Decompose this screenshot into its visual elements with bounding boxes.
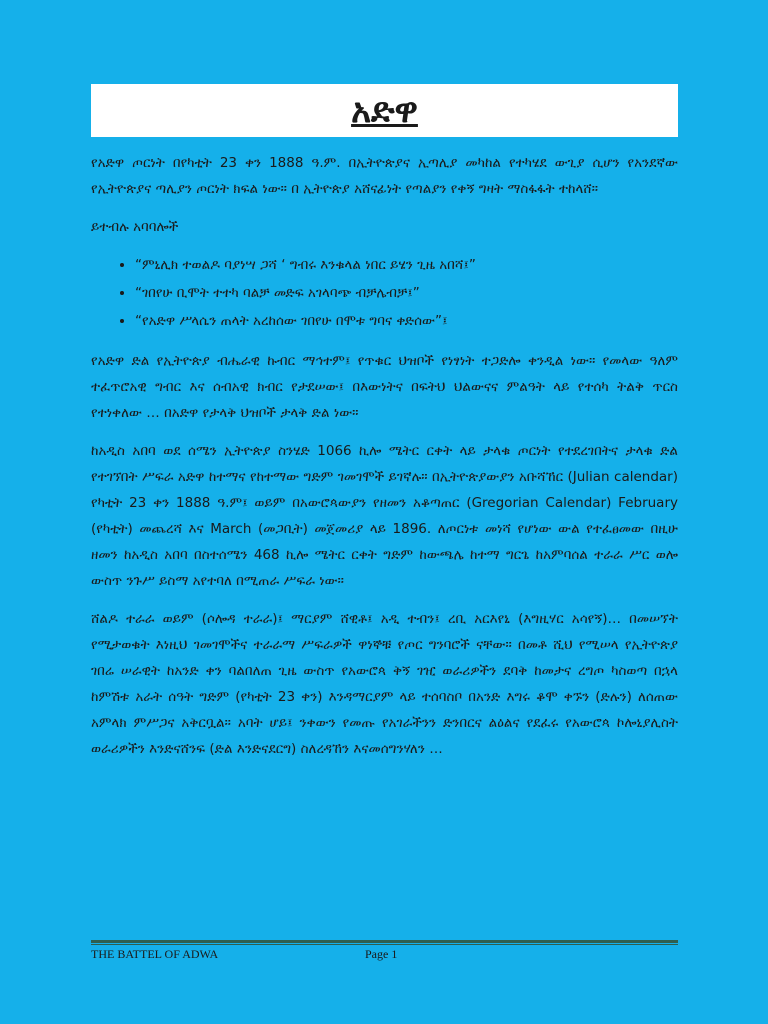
footer-divider (91, 940, 678, 943)
quote-item: • “ገበየሁ ቢሞት ተተካ ባልቻ መድፍ አገላባጭ ብቻሌብቻ፤” (135, 280, 678, 306)
location-paragraph: ከአዲስ አበባ ወደ ሰሜን ኢትዮጵያ ስንሄድ 1066 ኪሎ ሜትር ርቀት ላይ ታላቁ ጦርነት የተደረገበትና ታላቁ ድል የተገኘበት ሥፍራ አድዋ ከተማና የከተማው ግድም ገመገሞች ይገኛሉ። በኢትዮጵያውያን አቡሻኸር (Julian calendar) የካቲት 23 ቀን 1888 ዓ.ም፤ ወይም በአውሮጳውያን የዘመን አቆጣጠር (Gregorian Calendar) February (የካቲት) መጨረሻ እና March (መጋቢት) መጀመሪያ ላይ 1896. ለጦርነቱ መነሻ የሆነው ውል የተፈፀመው በዚሁ ዘመን ከአዲስ አበባ በስተሰሜን 468 ኪሎ ሜትር ርቀት ግድም ከውጫሌ ከተማ ግርጌ ከአምባሰል ተራራ ሥር ወሎ ውስጥ ንጉሥ ይስማ አየተባለ በሚጠራ ሥፍራ ነው። (91, 443, 678, 589)
quotes-list (91, 252, 678, 334)
page-title: አድዋ (351, 90, 418, 131)
battlefronts-paragraph: ሸልዶ ተራራ ወይም (ሶሎዳ ተራራ)፤ ማርያም ሸዊቶ፤ አዲ ተብን፤ ረቢ አርእየኒ (እግዚሃር አሳየኝ)… በመሠኘት የሚታወቁት እነዚህ ገመገሞችና ተራራማ ሥፍራዎች ዋነኞቹ የጦር ግንባሮች ናቸው። በመቶ ሺህ የሚሠላ የኢትዮጵያ ገበሬ ሠራዊት ከአንድ ቀን ባልበለጠ ጊዜ ውስጥ የአውሮጳ ቅኝ ገዢ ወራሪዎችን ደባቅ ከመታና ረግጦ ካስወጣ በኋላ ከምሽቱ አራት ሰዓት ግድም (የካቲት 23 ቀን) እንዳማርያም ላይ ተሰባስቦ በአንድ እግሩ ቆሞ ቀኙን (ድሉን) ለሰጠው አምላክ ምሥጋና አቅርቧል። አባት ሆይ፤ ንቀውን የመጡ የአገራችንን ድንበርና ልዕልና የደፈሩ የአውሮጳ ኮሎኒያሊስት ወራሪዎችን እንድናሸንፍ (ድል እንድናደርግ) ስለረዳኸን እናመሰግንሃለን … (91, 611, 678, 757)
title-box (91, 84, 678, 137)
footer-title: THE BATTEL OF ADWA (91, 947, 219, 961)
document-body (91, 150, 678, 774)
victory-paragraph: የአድዋ ድል የኢትዮጵያ ብሔራዊ ኩብር ማኅተም፤ የጥቁር ህዝቦች የነፃነት ተጋድሎ ቀንዲል ነው። የመላው ዓለም ተፈጥሮአዊ ግብር እና ሰብአዊ ክብር የታደሠው፤ በእውነትና በፍትህ ህልውናና ምልዓት ላይ የተሰካ ትልቅ ጥርስ የተነቀለው … በአድዋ የታላቅ ህዝቦች ታላቅ ድል ነው። (91, 353, 678, 421)
quote-item: • “የአድዋ ሥላሴን ጠላት አረከሰው ገበየሁ በሞቱ ግባና ቀድሰው”፤ (135, 308, 678, 334)
quote-item: • “ምኒሊክ ተወልዶ ባያነሣ ጋሻ ‘ ግብሩ እንቁላል ነበር ይሄን ጊዜ አበሻ፤” (135, 252, 678, 278)
footer-divider-thin (91, 944, 678, 945)
sayings-heading: ይተብሉ አባባሎች (91, 219, 179, 235)
page-number: Page 1 (365, 947, 398, 961)
intro-paragraph: የአድዋ ጦርነት በየካቲት 23 ቀን 1888 ዓ.ም. በኢትዮጵያና ኢጣሊያ መካከል የተካሄደ ውጊያ ሲሆን የአንደኛው የኢትዮጵያና ጣሊያን ጦርነት ክፍል ነው። በ ኢትዮጵያ አሸናፊነት የጣልያን የቀኝ ግዛት ማስፋፋት ተከላሸ። (91, 155, 678, 197)
